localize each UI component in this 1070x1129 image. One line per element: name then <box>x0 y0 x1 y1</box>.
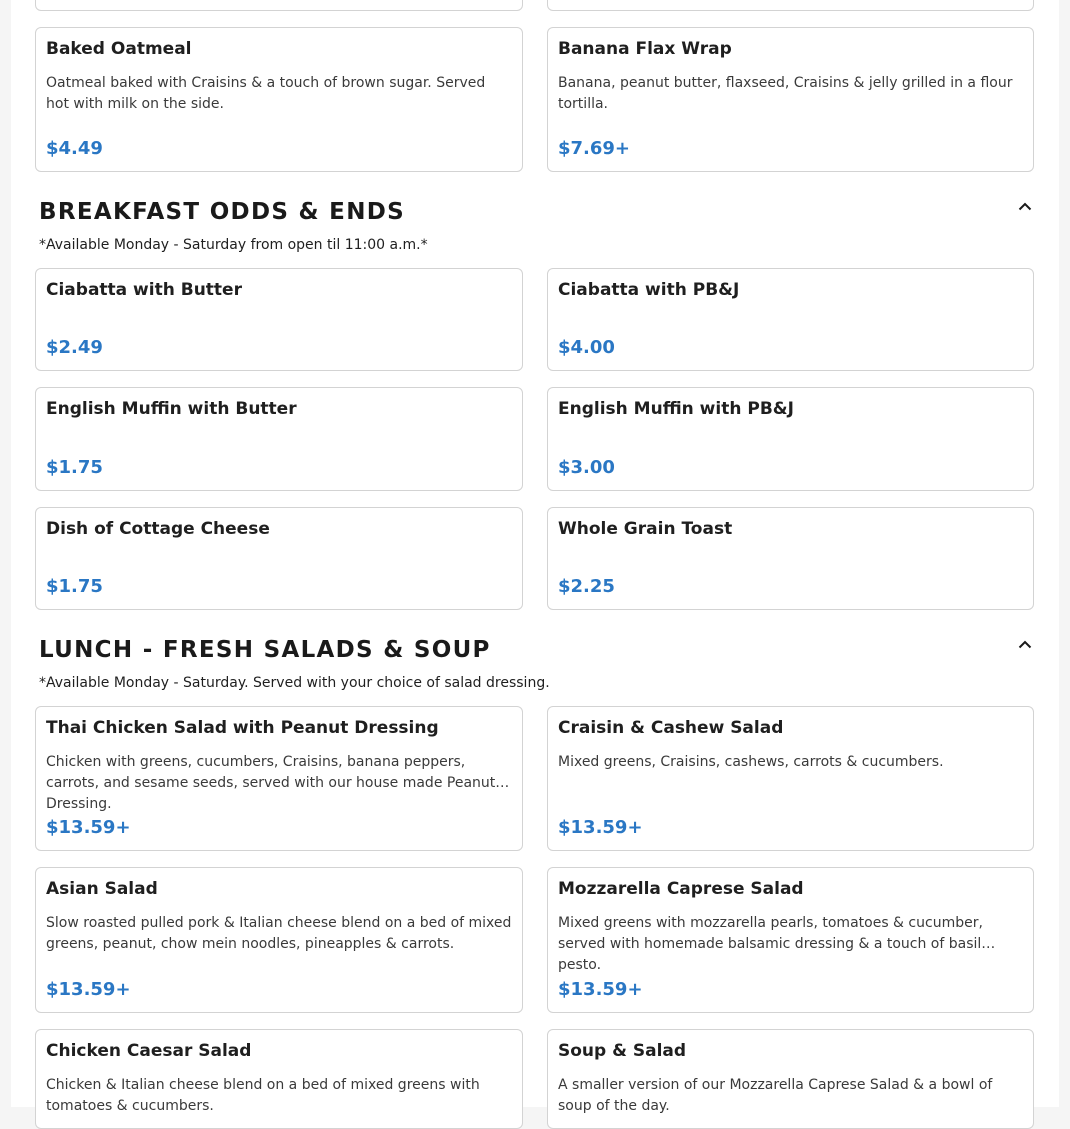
item-price: $3.00 <box>558 457 615 478</box>
section-title: LUNCH - FRESH SALADS & SOUP <box>39 637 491 663</box>
item-price: $2.49 <box>46 337 103 358</box>
section-note: *Available Monday - Saturday from open til 11:00 a.m.* <box>39 237 428 253</box>
item-name: Ciabatta with Butter <box>46 280 242 300</box>
item-description: Banana, peanut butter, flaxseed, Craisins & jelly grilled in a flour tortilla. <box>558 75 1013 112</box>
menu-item-card[interactable] <box>547 706 1034 851</box>
menu-item-card[interactable] <box>35 706 523 851</box>
item-name: Whole Grain Toast <box>558 519 733 539</box>
item-price: $13.59+ <box>558 979 643 1000</box>
item-name: Ciabatta with PB&J <box>558 280 740 300</box>
item-price: $1.75 <box>46 576 103 597</box>
item-price: $7.69+ <box>558 138 631 159</box>
item-name: Dish of Cottage Cheese <box>46 519 270 539</box>
item-price: $13.59+ <box>46 979 131 1000</box>
section-title: BREAKFAST ODDS & ENDS <box>39 199 405 225</box>
item-price: $2.25 <box>558 576 615 597</box>
item-description: Chicken & Italian cheese blend on a bed of mixed greens with tomatoes & cucumbers. <box>46 1077 480 1114</box>
item-price: $4.00 <box>558 337 615 358</box>
item-price: $1.75 <box>46 457 103 478</box>
menu-item-card[interactable] <box>547 1029 1034 1129</box>
collapse-section-button[interactable] <box>1015 634 1035 654</box>
item-description: A smaller version of our Mozzarella Caprese Salad & a bowl of soup of the day. <box>558 1077 993 1114</box>
menu-item-card[interactable] <box>35 507 523 610</box>
menu-item-card[interactable] <box>547 507 1034 610</box>
item-name: English Muffin with Butter <box>46 399 297 419</box>
menu-item-card[interactable] <box>547 27 1034 172</box>
item-name: Chicken Caesar Salad <box>46 1041 252 1061</box>
item-name: Craisin & Cashew Salad <box>558 718 784 738</box>
item-description: Mixed greens with mozzarella pearls, tomatoes & cucumber, served with homemade balsamic dressing & a touch of basil pesto. <box>558 915 983 973</box>
item-description: Chicken with greens, cucumbers, Craisins, banana peppers, carrots, and sesame seeds, served with our house made Peanut Dressing. <box>46 754 496 812</box>
menu-page <box>11 0 1059 1114</box>
section-note: *Available Monday - Saturday. Served with your choice of salad dressing. <box>39 675 550 691</box>
menu-item-card-clipped[interactable] <box>35 0 523 11</box>
item-price: $4.49 <box>46 138 103 159</box>
item-price: $13.59+ <box>46 817 131 838</box>
item-description: Slow roasted pulled pork & Italian cheese blend on a bed of mixed greens, peanut, chow mein noodles, pineapples & carrots. <box>46 915 512 952</box>
menu-item-card[interactable] <box>547 867 1034 1013</box>
menu-item-card[interactable] <box>35 268 523 371</box>
item-description: Oatmeal baked with Craisins & a touch of brown sugar. Served hot with milk on the side. <box>46 75 486 112</box>
item-name: Soup & Salad <box>558 1041 687 1061</box>
menu-item-card[interactable] <box>35 27 523 172</box>
item-name: Baked Oatmeal <box>46 39 192 59</box>
menu-item-card[interactable] <box>547 268 1034 371</box>
item-price: $13.59+ <box>558 817 643 838</box>
menu-item-card[interactable] <box>35 1029 523 1129</box>
menu-item-card[interactable] <box>35 387 523 491</box>
menu-item-card[interactable] <box>547 387 1034 491</box>
menu-item-card-clipped[interactable] <box>547 0 1034 11</box>
item-name: Mozzarella Caprese Salad <box>558 879 804 899</box>
chevron-up-icon <box>1018 202 1032 211</box>
chevron-up-icon <box>1018 640 1032 649</box>
menu-item-card[interactable] <box>35 867 523 1013</box>
collapse-section-button[interactable] <box>1015 196 1035 216</box>
item-name: Asian Salad <box>46 879 158 899</box>
item-name: Banana Flax Wrap <box>558 39 732 59</box>
item-description: Mixed greens, Craisins, cashews, carrots & cucumbers. <box>558 754 944 770</box>
item-name: English Muffin with PB&J <box>558 399 794 419</box>
item-name: Thai Chicken Salad with Peanut Dressing <box>46 718 439 738</box>
